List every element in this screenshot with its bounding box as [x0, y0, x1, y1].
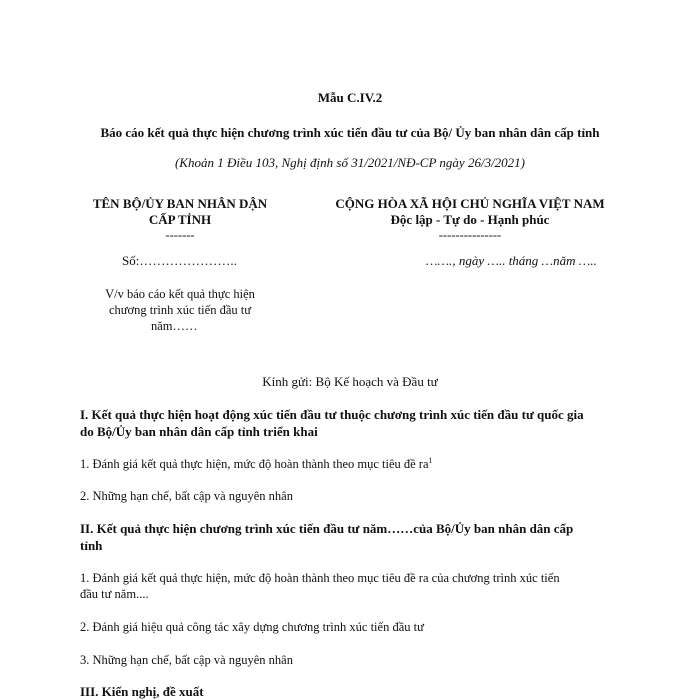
section-2-item-3: 3. Những hạn chế, bất cập và nguyên nhân	[80, 653, 293, 667]
national-motto: Độc lập - Tự do - Hạnh phúc	[390, 212, 550, 227]
section-2-item-1-line1: 1. Đánh giá kết quả thực hiện, mức độ hoàn thành theo mục tiêu đề ra của chương trình xúc tiến	[80, 571, 560, 585]
subject-line2: chương trình xúc tiến đầu tư	[108, 303, 251, 317]
nation-title: CỘNG HÒA XÃ HỘI CHỦ NGHĨA VIỆT NAM	[335, 196, 605, 211]
agency-divider: -------	[165, 228, 195, 242]
recipient-line: Kính gửi: Bộ Kế hoạch và Đầu tư	[262, 374, 438, 389]
section-1-item-1	[80, 457, 433, 472]
form-code: Mẫu C.IV.2	[317, 90, 383, 105]
agency-name-line2: CẤP TỈNH	[148, 212, 212, 227]
section-2-item-1-line2: đầu tư năm....	[80, 587, 149, 601]
section-2-item-2: 2. Đánh giá hiệu quả công tác xây dựng chương trình xúc tiến đầu tư	[80, 620, 424, 634]
subject-line1: V/v báo cáo kết quả thực hiện	[105, 287, 255, 301]
section-2-title-line2: tỉnh	[80, 538, 103, 553]
agency-name-line1: TÊN BỘ/ỦY BAN NHÂN DẬN	[92, 196, 268, 211]
document-number: Số:…………………..	[122, 253, 237, 268]
section-1-item-2: 2. Những hạn chế, bất cập và nguyên nhân	[80, 489, 293, 503]
section-1-item-1-text: 1. Đánh giá kết quả thực hiện, mức độ hoàn thành theo mục tiêu đề ra	[80, 457, 429, 471]
section-3-title: III. Kiến nghị, đề xuất	[80, 684, 204, 699]
section-2-title-line1: II. Kết quả thực hiện chương trình xúc tiến đầu tư năm……của Bộ/Ủy ban nhân dân cấp	[80, 521, 574, 536]
subject-line3: năm……	[151, 319, 198, 333]
section-1-title-line2: do Bộ/Ủy ban nhân dân cấp tỉnh triển khai	[80, 424, 318, 439]
date-line: ……., ngày ….. tháng …năm …..	[426, 253, 597, 268]
footnote-marker: 1	[428, 455, 433, 465]
legal-basis: (Khoản 1 Điều 103, Nghị định số 31/2021/NĐ-CP ngày 26/3/2021)	[174, 155, 526, 170]
section-1-title-line1: I. Kết quả thực hiện hoạt động xúc tiến đầu tư thuộc chương trình xúc tiến đầu tư quốc gia	[80, 407, 584, 422]
form-title: Báo cáo kết quả thực hiện chương trình xúc tiến đầu tư của Bộ/ Ủy ban nhân dân cấp tỉnh	[100, 125, 600, 140]
motto-divider: ---------------	[438, 228, 502, 242]
